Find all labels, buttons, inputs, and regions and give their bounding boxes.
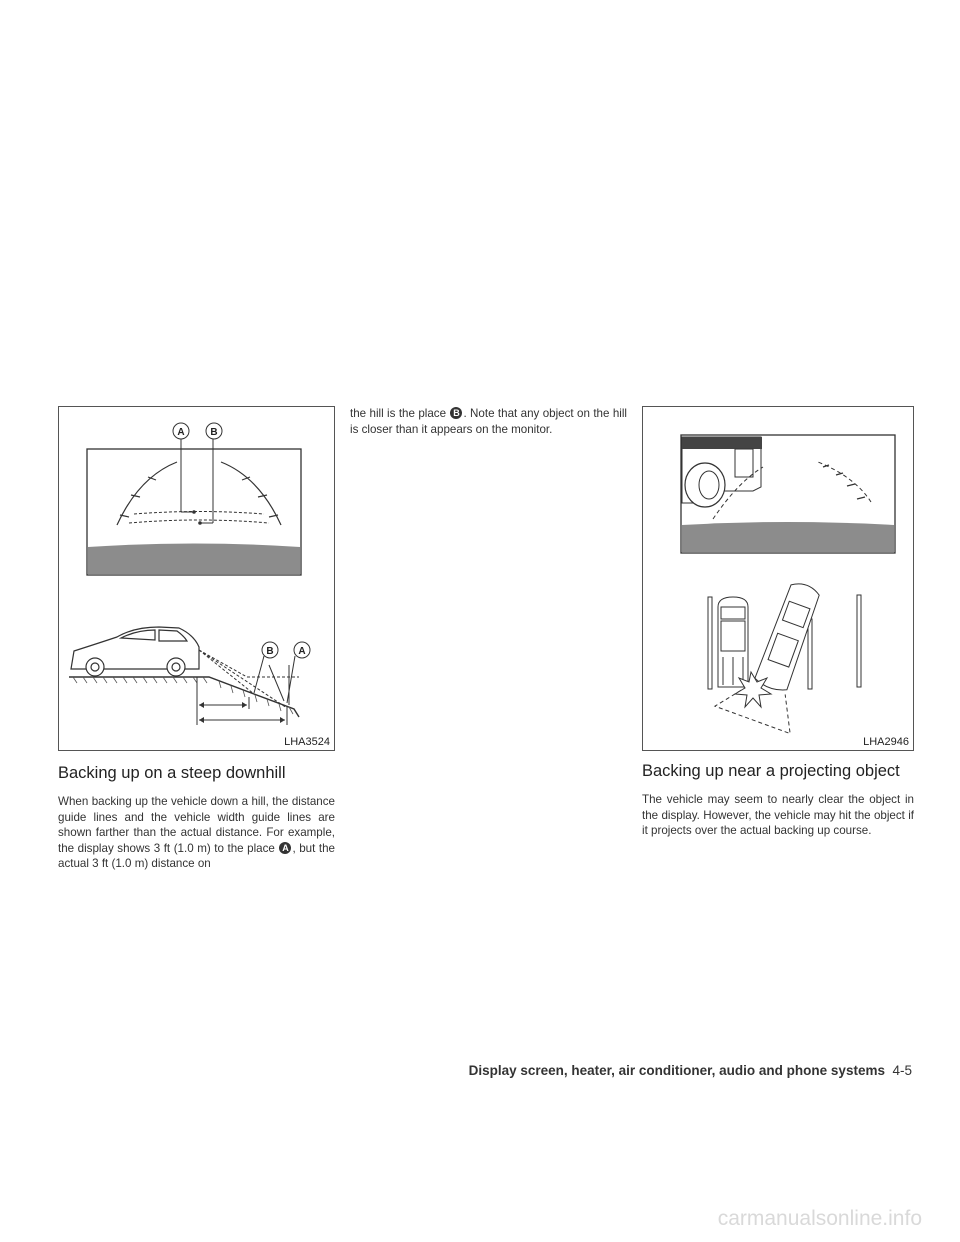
camera-ray-1 — [199, 650, 287, 708]
figure-steep-downhill — [58, 406, 335, 751]
paragraph-projecting-object: The vehicle may seem to nearly clear the object in the display. However, the vehicle may hit the object if it projects over the actual backing up course. — [642, 793, 914, 838]
monitor-bumper — [88, 544, 300, 575]
paragraph-steep-downhill — [58, 794, 335, 872]
page-footer — [0, 1063, 912, 1078]
heading-steep-downhill: Backing up on a steep downhill — [58, 764, 286, 782]
ground-line — [69, 677, 299, 717]
page-number: 4-5 — [892, 1063, 912, 1078]
watermark: carmanualsonline.info — [717, 1207, 922, 1230]
heading-projecting-object: Backing up near a projecting object — [642, 762, 900, 780]
figure-projecting-object-drawing — [643, 407, 915, 752]
label-a: A — [177, 427, 185, 438]
chapter-title: Display screen, heater, air conditioner, audio and phone systems — [468, 1063, 885, 1078]
paragraph-text-1: When backing up the vehicle down a hill, the distance guide lines and the vehicle width guide lines are shown farther than the actual distance. For example, the display shows 3 ft (1.0 m) to the place — [58, 795, 335, 855]
object-bed — [682, 437, 762, 449]
label-a-side: A — [298, 646, 306, 657]
marker-b: B — [450, 407, 462, 419]
figure-steep-downhill-drawing — [59, 407, 336, 752]
figure-code: LHA3524 — [284, 736, 330, 748]
parked-car — [718, 597, 748, 687]
paragraph-text-4: . Note that any object on the hill is closer than it appears on the monitor. — [350, 407, 627, 436]
figure-code: LHA2946 — [863, 736, 909, 748]
car-side-view — [71, 627, 199, 676]
label-b: B — [210, 427, 218, 438]
paragraph-text-3: the hill is the place — [350, 407, 447, 420]
camera-ray-2 — [199, 650, 254, 694]
paragraph-continued — [350, 406, 627, 437]
figure-projecting-object — [642, 406, 914, 751]
monitor-bumper — [682, 522, 894, 552]
label-b-side: B — [266, 646, 274, 657]
paragraph-text-2: , but the actual 3 ft (1.0 m) distance on — [58, 841, 335, 871]
marker-a: A — [279, 842, 291, 854]
